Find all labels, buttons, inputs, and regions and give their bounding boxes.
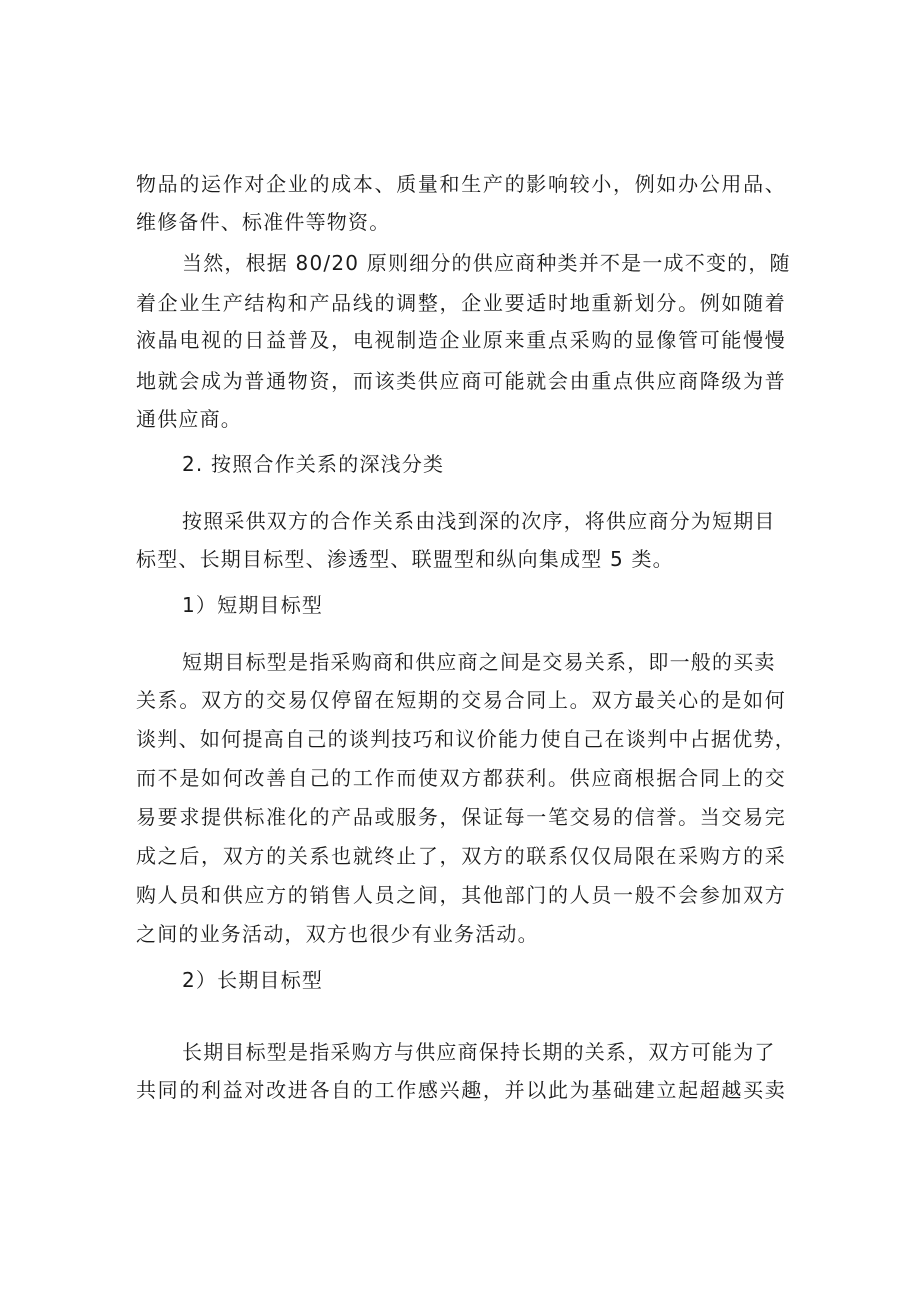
text-line: 之间的业务活动，双方也很少有业务活动。: [136, 922, 539, 946]
text-line: 谈判、如何提高自己的谈判技巧和议价能力使自己在谈判中占据优势，: [136, 727, 796, 751]
text-line: 成之后，双方的关系也就终止了，双方的联系仅仅局限在采购方的采: [136, 844, 786, 868]
text-line: 当然，根据 80/20 原则细分的供应商种类并不是一成不变的，随: [182, 251, 791, 275]
text-line: 短期目标型是指采购商和供应商之间是交易关系，即一般的买卖: [182, 650, 776, 674]
text-line: 共同的利益对改进各自的工作感兴趣，并以此为基础建立起超越买卖: [136, 1078, 786, 1102]
text-line: 通供应商。: [136, 407, 242, 431]
text-line: 着企业生产结构和产品线的调整，企业要适时地重新划分。例如随着: [136, 291, 786, 315]
text-line: 关系。双方的交易仅停留在短期的交易合同上。双方最关心的是如何: [136, 688, 786, 712]
text-line: 物品的运作对企业的成本、质量和生产的影响较小，例如办公用品、: [136, 172, 786, 196]
text-line: 液晶电视的日益普及，电视制造企业原来重点采购的显像管可能慢慢: [136, 328, 786, 352]
text-line: 易要求提供标准化的产品或服务，保证每一笔交易的信誉。当交易完: [136, 805, 786, 829]
subsection-heading: 1）短期目标型: [182, 593, 324, 617]
subsection-heading: 2）长期目标型: [182, 968, 324, 992]
text-line: 而不是如何改善自己的工作而使双方都获利。供应商根据合同上的交: [136, 766, 786, 790]
section-heading: 2. 按照合作关系的深浅分类: [182, 452, 445, 476]
text-line: 长期目标型是指采购方与供应商保持长期的关系，双方可能为了: [182, 1040, 776, 1064]
text-line: 地就会成为普通物资，而该类供应商可能就会由重点供应商降级为普: [136, 369, 786, 393]
text-line: 购人员和供应方的销售人员之间，其他部门的人员一般不会参加双方: [136, 883, 786, 907]
text-line: 维修备件、标准件等物资。: [136, 210, 391, 234]
text-line: 按照采供双方的合作关系由浅到深的次序，将供应商分为短期目: [182, 509, 776, 533]
text-line: 标型、长期目标型、渗透型、联盟型和纵向集成型 5 类。: [136, 547, 674, 571]
